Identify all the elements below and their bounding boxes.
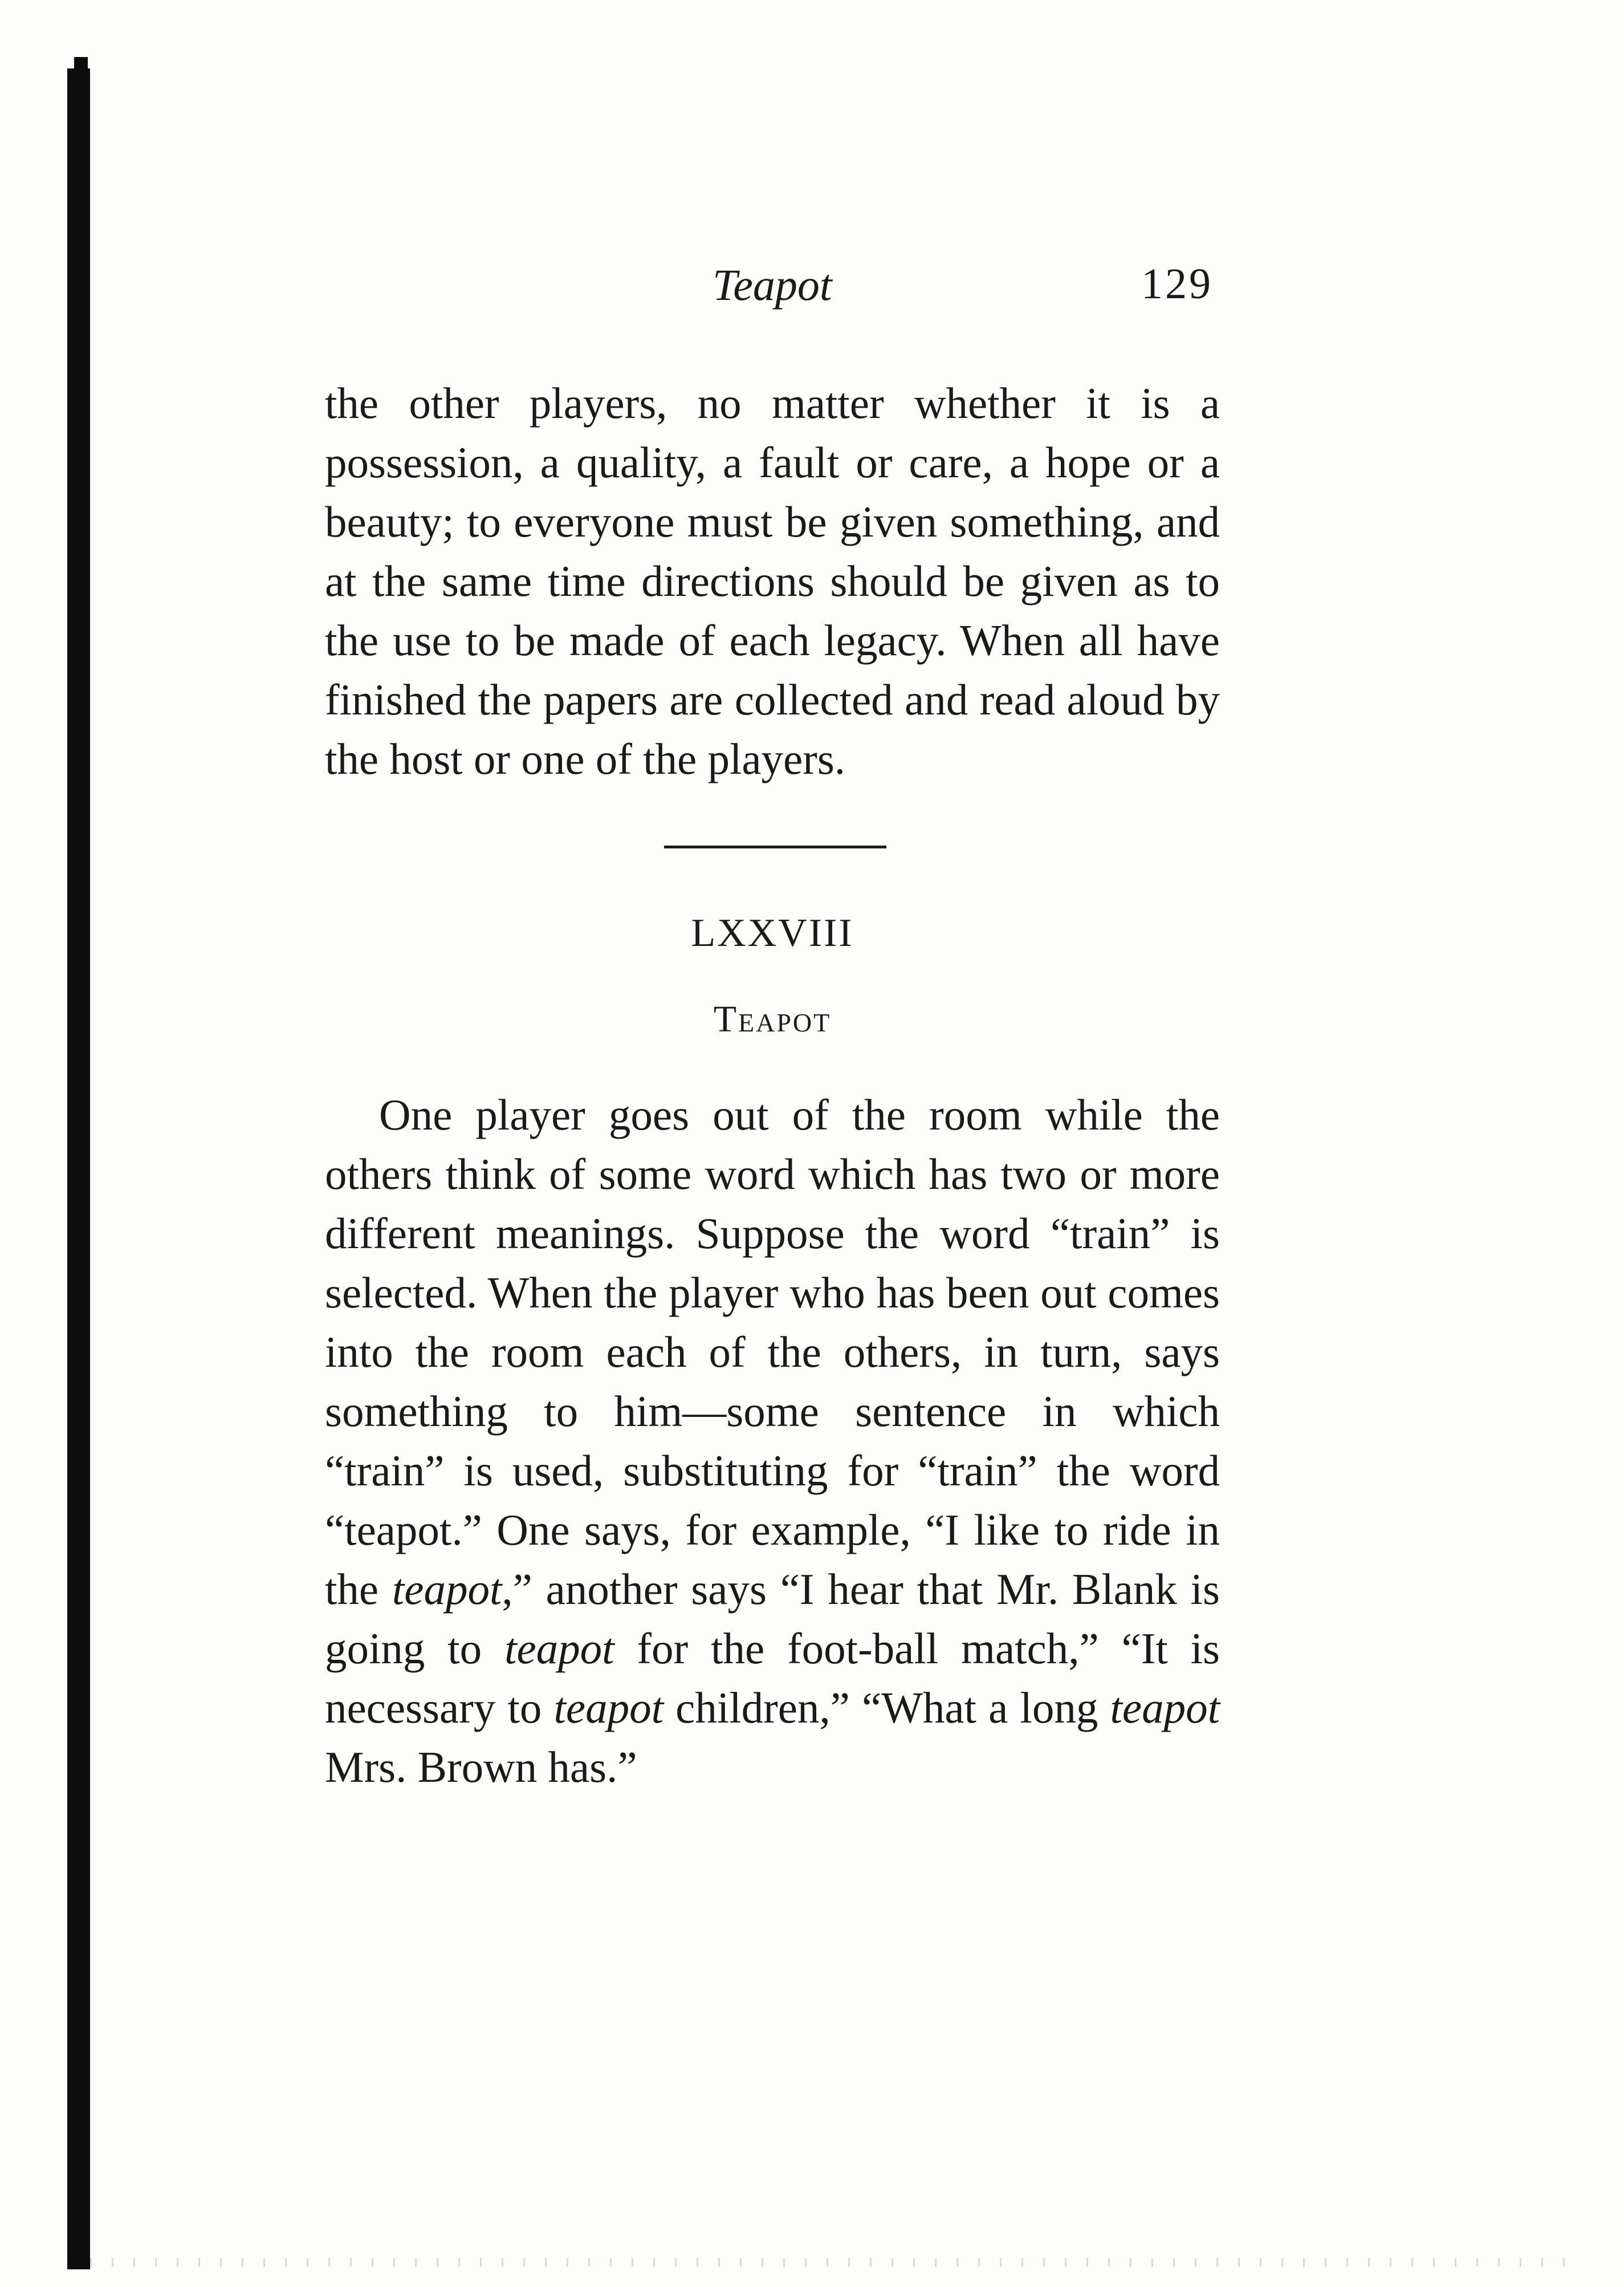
- emphasis-teapot: teapot: [504, 1624, 614, 1673]
- running-title: Teapot: [713, 260, 832, 310]
- page-number: 129: [1141, 260, 1213, 308]
- paragraph-teapot-rules: [325, 1085, 1220, 1797]
- text-run: ,” another says “I hear that Mr. Blank is going to: [325, 1565, 1220, 1673]
- text-run: children,” “What a long: [663, 1683, 1110, 1732]
- emphasis-teapot: teapot: [392, 1565, 502, 1614]
- scan-speckle: [90, 2258, 1572, 2267]
- text-run: for the foot-ball match,” “It is necessary to: [325, 1624, 1220, 1732]
- running-head: [325, 259, 1220, 322]
- emphasis-teapot: teapot: [553, 1683, 664, 1732]
- emphasis-teapot: teapot: [1110, 1683, 1220, 1732]
- text-run: One player goes out of the room while the others think of some word which has two or more different meanings. Suppose the word “train” is selected. When the player who has been out comes into the room each of the others, in turn, says something to him—some sentence in which “train” is used, substituting for “train” the word “teapot.” One says, for example, “I like to ride in the: [325, 1090, 1220, 1614]
- text-run: Mrs. Brown has.”: [325, 1742, 637, 1792]
- section-divider: [664, 846, 886, 848]
- binding-shadow: [67, 68, 90, 2269]
- chapter-number: LXXVIII: [691, 911, 854, 955]
- paragraph-continued: the other players, no matter whether it is a possession, a quality, a fault or care, a hope or a beauty; to everyone must be given something, and at the same time directions should be given as to the use to be made of each legacy. When all have finished the papers are collected and read aloud by the host or one of the players.: [325, 379, 1220, 783]
- chapter-title: Teapot: [713, 998, 832, 1040]
